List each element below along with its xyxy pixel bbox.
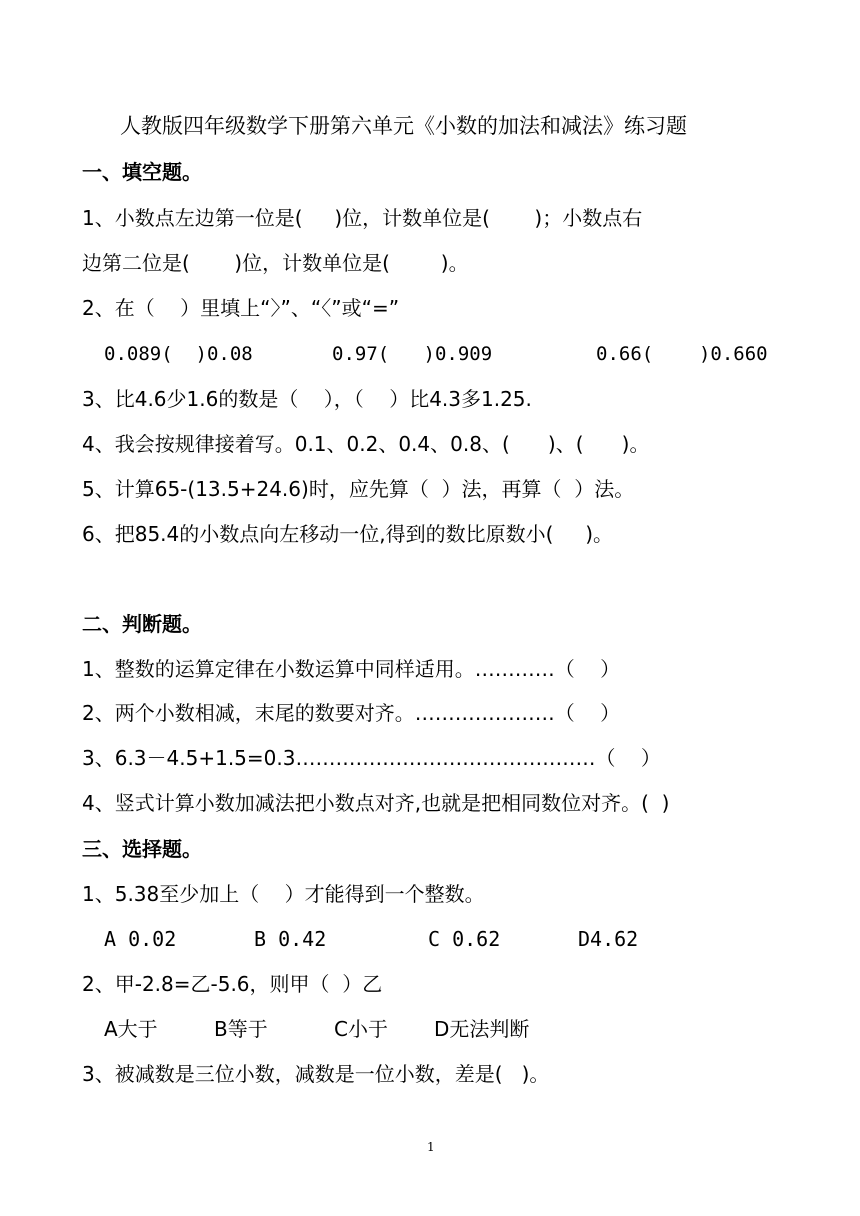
choice-2-option-d: D无法判断 xyxy=(434,1017,530,1041)
judge-question-2: 2、两个小数相减，末尾的数要对齐。…………………（ ） xyxy=(82,701,621,725)
choice-2-option-a: A大于 xyxy=(104,1017,158,1041)
choice-question-1: 1、5.38至少加上（ ）才能得到一个整数。 xyxy=(82,882,485,906)
choice-question-2: 2、甲-2.8=乙-5.6，则甲（ ）乙 xyxy=(82,972,383,996)
judge-question-4: 4、竖式计算小数加减法把小数点对齐,也就是把相同数位对齐。( ) xyxy=(82,791,670,815)
choice-1-option-d: D4.62 xyxy=(578,927,639,951)
page-number: 1 xyxy=(427,1140,435,1154)
compare-item-1: 0.089( )0.08 xyxy=(104,343,253,365)
choice-2-option-b: B等于 xyxy=(214,1017,268,1041)
compare-item-3: 0.66( )0.660 xyxy=(596,343,768,365)
fill-question-2: 2、在（ ）里填上“〉”、“〈”或“=” xyxy=(82,296,400,320)
fill-question-1b: 边第二位是( )位，计数单位是( )。 xyxy=(82,251,469,275)
fill-question-6: 6、把85.4的小数点向左移动一位,得到的数比原数小( )。 xyxy=(82,522,614,546)
fill-question-4: 4、我会按规律接着写。0.1、0.2、0.4、0.8、( )、( )。 xyxy=(82,432,650,456)
choice-1-option-c: C 0.62 xyxy=(428,927,501,951)
fill-question-3: 3、比4.6少1.6的数是（ ），（ ）比4.3多1.25. xyxy=(82,387,532,411)
compare-item-2: 0.97( )0.909 xyxy=(332,343,493,365)
fill-question-5: 5、计算65-(13.5+24.6)时，应先算（ ）法，再算（ ）法。 xyxy=(82,477,635,501)
choice-question-3: 3、被减数是三位小数，减数是一位小数，差是( )。 xyxy=(82,1062,550,1086)
section-heading-fill-in: 一、填空题。 xyxy=(82,160,202,184)
page-title: 人教版四年级数学下册第六单元《小数的加法和减法》练习题 xyxy=(120,114,687,138)
fill-question-1a: 1、小数点左边第一位是( )位，计数单位是( )；小数点右 xyxy=(82,206,643,230)
choice-1-option-b: B 0.42 xyxy=(254,927,327,951)
judge-question-3: 3、6.3－4.5+1.5=0.3………………………………………（ ） xyxy=(82,746,661,770)
choice-2-option-c: C小于 xyxy=(334,1017,388,1041)
judge-question-1: 1、整数的运算定律在小数运算中同样适用。…………（ ） xyxy=(82,657,621,681)
choice-1-option-a: A 0.02 xyxy=(104,927,177,951)
section-heading-judge: 二、判断题。 xyxy=(82,612,202,636)
section-heading-choice: 三、选择题。 xyxy=(82,837,202,861)
